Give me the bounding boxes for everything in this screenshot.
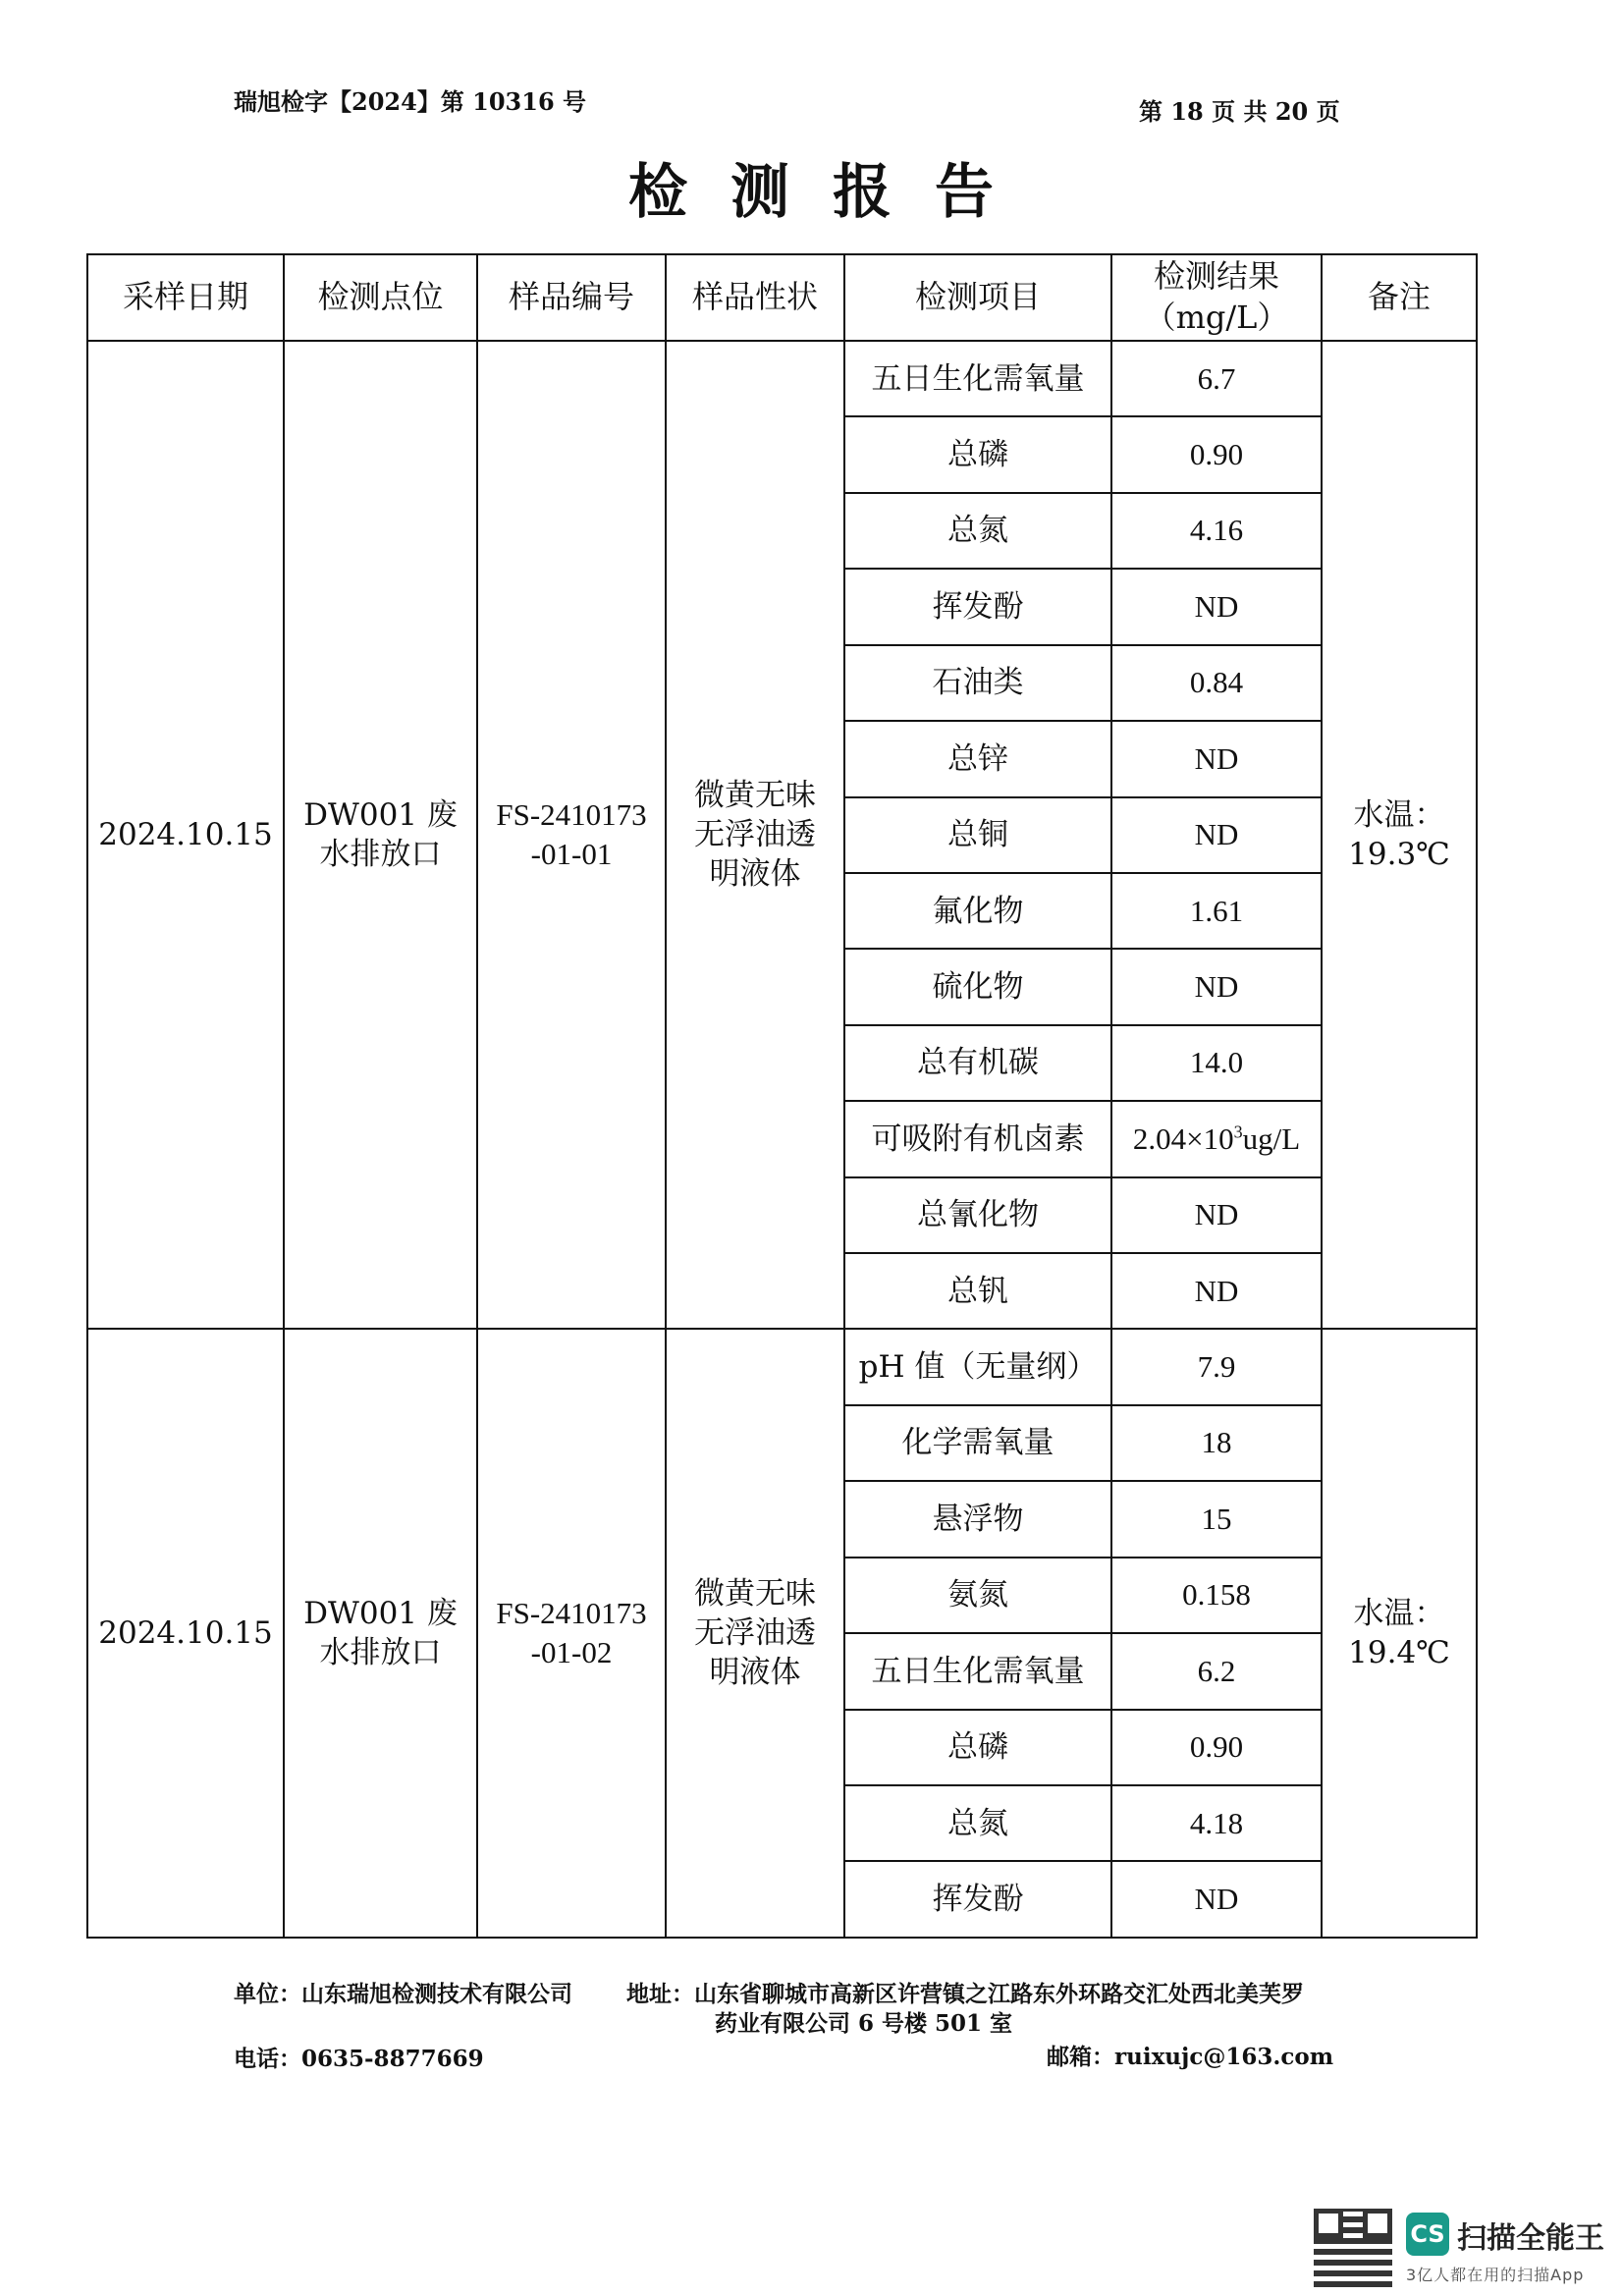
- test-item: 总铜: [844, 797, 1111, 873]
- test-item: 氨氮: [844, 1558, 1111, 1633]
- test-result: 0.84: [1111, 645, 1322, 721]
- test-result: ND: [1111, 949, 1322, 1024]
- page-title: 检测报告: [628, 158, 1037, 227]
- test-result: 6.2: [1111, 1633, 1322, 1709]
- camscanner-logo-icon: CS: [1406, 2213, 1449, 2256]
- test-item: 挥发酚: [844, 569, 1111, 644]
- sample-date: 2024.10.15: [87, 1329, 284, 1938]
- remark: 水温： 19.3℃: [1322, 341, 1477, 1329]
- footer-address-cont: 药业有限公司 6 号楼 501 室: [715, 2010, 1013, 2037]
- page-info: 第 18 页 共 20 页: [1139, 97, 1340, 126]
- test-result: [1111, 1101, 1322, 1176]
- test-item: 挥发酚: [844, 1861, 1111, 1938]
- col-header-location: 检测点位: [284, 254, 477, 341]
- sample-location: DW001 废 水排放口: [284, 341, 477, 1329]
- table-row: [87, 1329, 1477, 1404]
- test-item: 总磷: [844, 1710, 1111, 1785]
- results-table: [86, 253, 1476, 1939]
- footer-unit: 单位：山东瑞旭检测技术有限公司: [234, 1981, 572, 2007]
- watermark-app-name: 扫描全能王: [1457, 2221, 1604, 2256]
- test-item: 化学需氧量: [844, 1405, 1111, 1481]
- test-result: 0.90: [1111, 1710, 1322, 1785]
- col-header-date: 采样日期: [87, 254, 284, 341]
- test-result: ND: [1111, 1253, 1322, 1329]
- test-item: pH 值（无量纲）: [844, 1329, 1111, 1404]
- report-number: 瑞旭检字【2024】第 10316 号: [234, 87, 587, 116]
- test-result: 7.9: [1111, 1329, 1322, 1404]
- test-item: 总钒: [844, 1253, 1111, 1329]
- col-header-result: 检测结果 （mg/L）: [1111, 254, 1322, 341]
- test-result: 0.90: [1111, 416, 1322, 492]
- sample-date: 2024.10.15: [87, 341, 284, 1329]
- table-row: [87, 341, 1477, 416]
- test-item: 总锌: [844, 721, 1111, 796]
- col-header-remark: 备注: [1322, 254, 1477, 341]
- footer-email: 邮箱：ruixujc@163.com: [1047, 2044, 1334, 2070]
- test-item: 总磷: [844, 416, 1111, 492]
- col-header-item: 检测项目: [844, 254, 1111, 341]
- col-header-appearance: 样品性状: [666, 254, 844, 341]
- qr-code-icon: [1314, 2209, 1392, 2287]
- result-exponent: 3: [1233, 1121, 1243, 1142]
- test-result: 15: [1111, 1481, 1322, 1557]
- sample-appearance: 微黄无味 无浮油透 明液体: [666, 1329, 844, 1938]
- watermark-tagline: 3亿人都在用的扫描App: [1406, 2266, 1585, 2284]
- test-result: 14.0: [1111, 1025, 1322, 1101]
- test-item: 氟化物: [844, 873, 1111, 949]
- test-result: ND: [1111, 1861, 1322, 1938]
- test-item: 悬浮物: [844, 1481, 1111, 1557]
- remark: 水温： 19.4℃: [1322, 1329, 1477, 1938]
- sample-id: FS-2410173 -01-02: [477, 1329, 666, 1938]
- sample-location: DW001 废 水排放口: [284, 1329, 477, 1938]
- result-mantissa: 2.04×10: [1132, 1121, 1234, 1156]
- sample-id: FS-2410173 -01-01: [477, 341, 666, 1329]
- test-item: 总有机碳: [844, 1025, 1111, 1101]
- test-result: 0.158: [1111, 1558, 1322, 1633]
- test-item: 可吸附有机卤素: [844, 1101, 1111, 1176]
- test-result: 1.61: [1111, 873, 1322, 949]
- test-item: 石油类: [844, 645, 1111, 721]
- test-result: 4.16: [1111, 493, 1322, 569]
- test-item: 五日生化需氧量: [844, 1633, 1111, 1709]
- footer-phone: 电话：0635-8877669: [234, 2046, 484, 2072]
- test-result: 4.18: [1111, 1785, 1322, 1861]
- result-unit: ug/L: [1242, 1121, 1301, 1156]
- col-header-sample-id: 样品编号: [477, 254, 666, 341]
- test-item: 总氮: [844, 1785, 1111, 1861]
- sample-appearance: 微黄无味 无浮油透 明液体: [666, 341, 844, 1329]
- test-result: ND: [1111, 797, 1322, 873]
- test-item: 五日生化需氧量: [844, 341, 1111, 416]
- test-result: ND: [1111, 569, 1322, 644]
- test-result: ND: [1111, 721, 1322, 796]
- footer-address: 地址：山东省聊城市高新区许营镇之江路东外环路交汇处西北美芙罗: [626, 1981, 1304, 2007]
- test-result: ND: [1111, 1177, 1322, 1253]
- test-item: 总氰化物: [844, 1177, 1111, 1253]
- test-item: 硫化物: [844, 949, 1111, 1024]
- test-item: 总氮: [844, 493, 1111, 569]
- test-result: 18: [1111, 1405, 1322, 1481]
- test-result: 6.7: [1111, 341, 1322, 416]
